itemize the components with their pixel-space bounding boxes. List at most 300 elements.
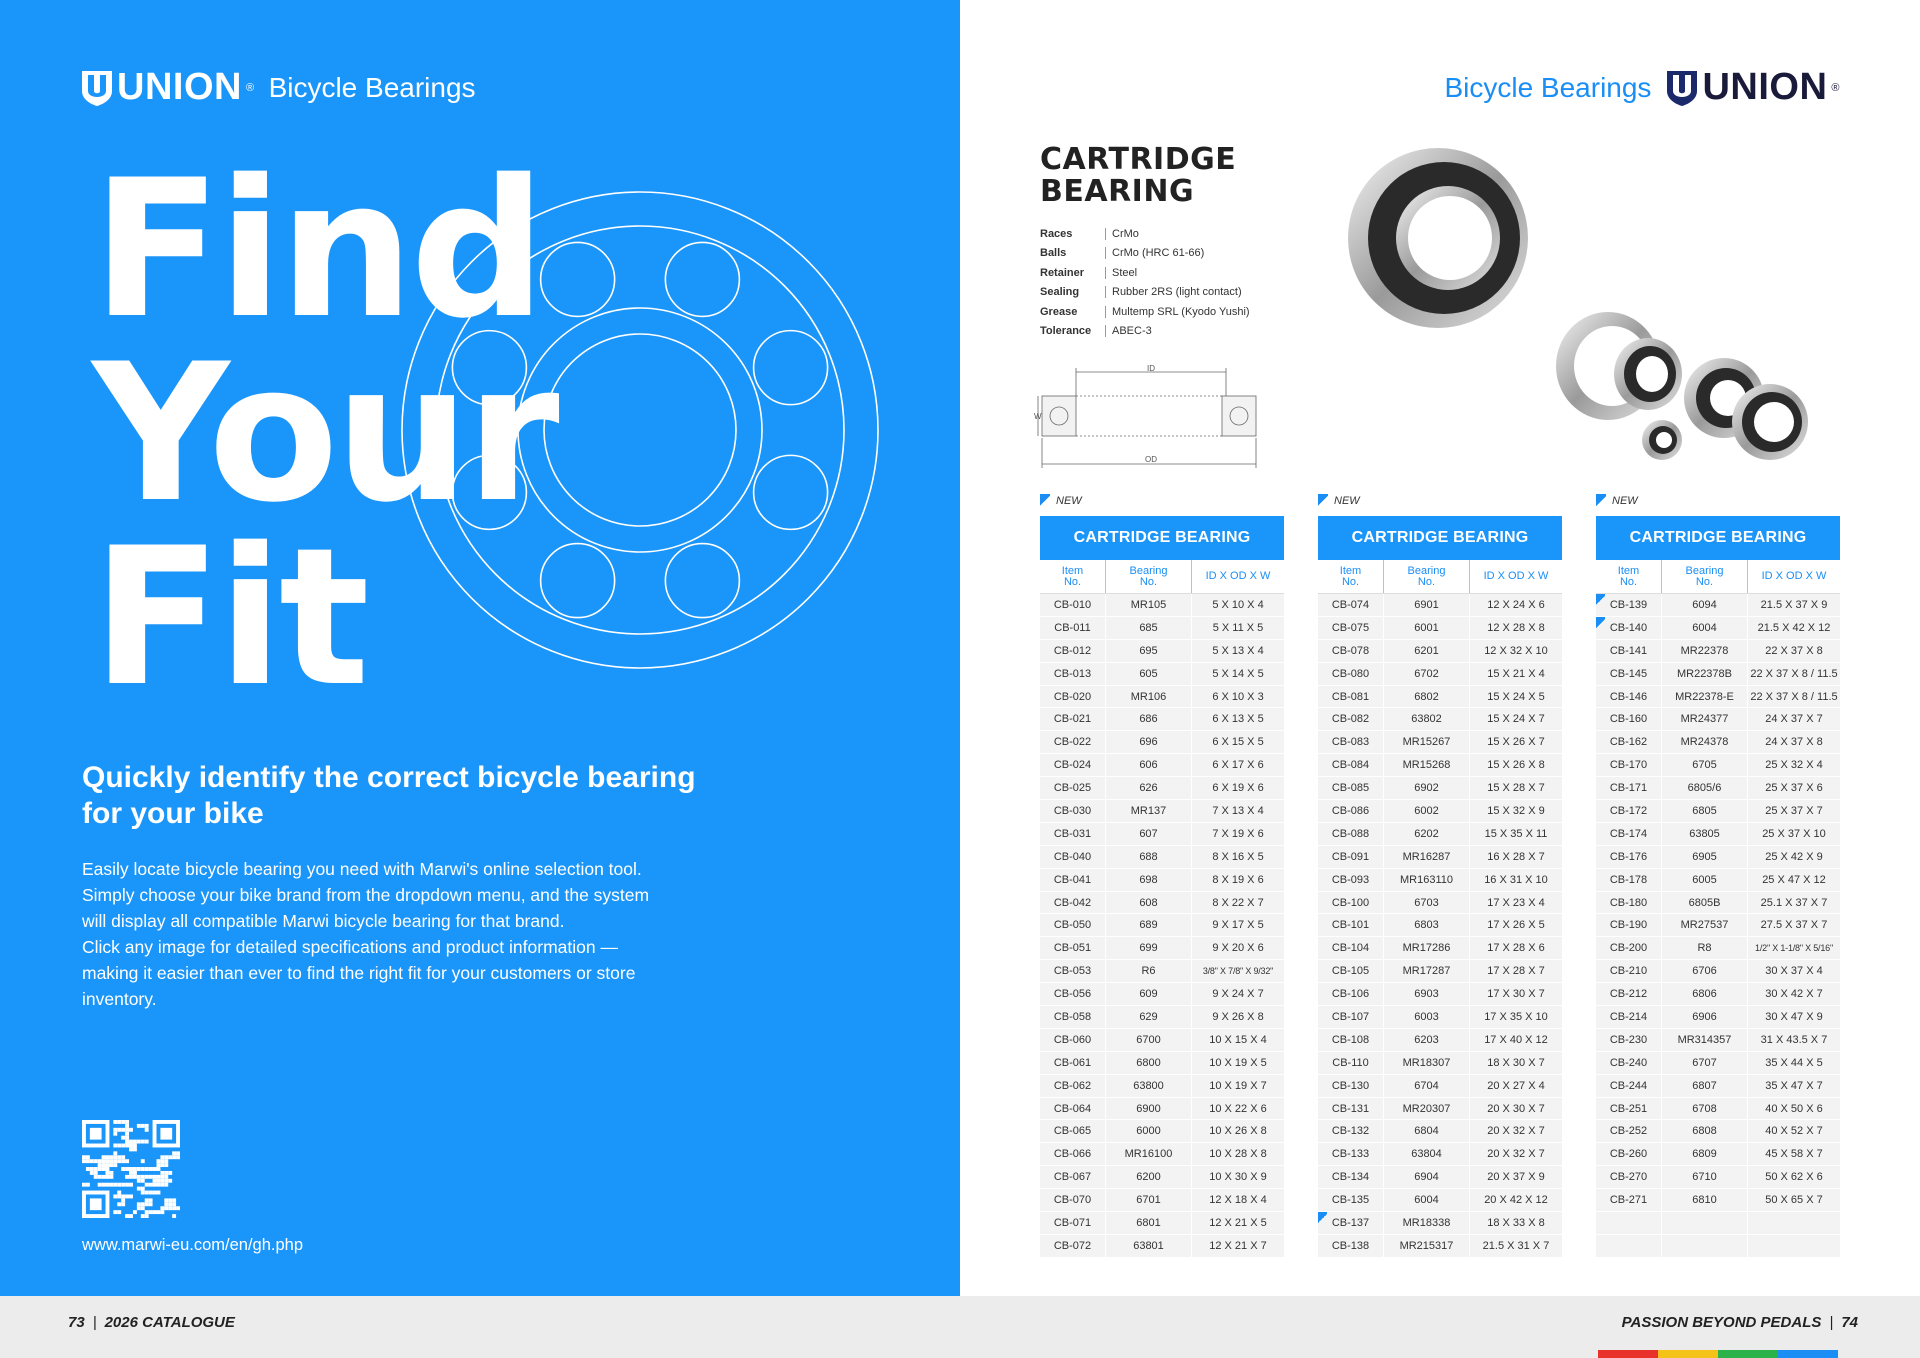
- table-cell: CB-084: [1318, 754, 1384, 776]
- column-header: ID X OD X W: [1761, 570, 1827, 582]
- table-cell: 6904: [1384, 1166, 1470, 1188]
- table-cell: 16 X 28 X 7: [1487, 850, 1545, 863]
- table-cell: 6703: [1384, 892, 1470, 914]
- brand-title: Bicycle Bearings: [1444, 71, 1652, 103]
- table-cell: 9 X 26 X 8: [1212, 1010, 1264, 1023]
- table-cell: 24 X 37 X 8: [1765, 736, 1823, 749]
- table-cell: 12 X 28 X 8: [1487, 621, 1545, 634]
- spec-key: Sealing: [1040, 286, 1106, 298]
- table-cell: 9 X 17 X 5: [1212, 919, 1264, 932]
- table-cell: CB-020: [1040, 686, 1106, 708]
- table-row: [1040, 1212, 1284, 1235]
- table-cell: 24 X 37 X 7: [1765, 713, 1823, 726]
- table-row: [1040, 686, 1284, 709]
- table-cell: 35 X 44 X 5: [1765, 1056, 1823, 1069]
- table-cell: 1/2" X 1-1/8" X 5/16": [1755, 943, 1833, 954]
- table-cell: CB-200: [1596, 937, 1662, 959]
- table-cell: [1662, 1235, 1748, 1257]
- table-cell: CB-011: [1040, 617, 1106, 639]
- table-cell: MR17287: [1384, 960, 1470, 982]
- right-brand-header: [1444, 66, 1840, 109]
- table-cell: 607: [1106, 823, 1192, 845]
- color-segment: [1718, 1350, 1778, 1358]
- table-row: [1318, 777, 1562, 800]
- table-cell: [1662, 1212, 1748, 1234]
- table-row: [1040, 1143, 1284, 1166]
- bearing-ball: [665, 242, 739, 316]
- table-cell: CB-062: [1040, 1075, 1106, 1097]
- spec-key: Races: [1040, 228, 1106, 240]
- table-cell: 6805B: [1662, 892, 1748, 914]
- table-cell: CB-260: [1596, 1143, 1662, 1165]
- table-cell: 698: [1106, 869, 1192, 891]
- table-row: [1040, 754, 1284, 777]
- table-cell: 689: [1106, 914, 1192, 936]
- table-cell: MR16100: [1106, 1143, 1192, 1165]
- table-cell: CB-067: [1040, 1166, 1106, 1188]
- new-flag-icon: [1596, 494, 1606, 508]
- table-cell: CB-083: [1318, 731, 1384, 753]
- subheadline: Quickly identify the correct bicycle bearing for your bike: [82, 761, 696, 830]
- table-cell: 30 X 42 X 7: [1765, 988, 1823, 1001]
- table-cell: CB-132: [1318, 1120, 1384, 1142]
- table-cell: 63805: [1662, 823, 1748, 845]
- table-cell: CB-040: [1040, 846, 1106, 868]
- table-cell: MR18307: [1384, 1052, 1470, 1074]
- table-cell: 6902: [1384, 777, 1470, 799]
- union-logo: UNION ®: [1665, 66, 1840, 109]
- diagram-id-label: ID: [1147, 364, 1155, 373]
- table-row: [1040, 1166, 1284, 1189]
- table-cell: CB-053: [1040, 960, 1106, 982]
- table-cell: 10 X 30 X 9: [1209, 1171, 1267, 1184]
- table-cell: CB-138: [1318, 1235, 1384, 1257]
- table-row: [1318, 754, 1562, 777]
- table-cell: 6094: [1662, 594, 1748, 616]
- table-cell: 6708: [1662, 1098, 1748, 1120]
- table-cell: 6003: [1384, 1006, 1470, 1028]
- table-cell: CB-065: [1040, 1120, 1106, 1142]
- table-row: [1040, 937, 1284, 960]
- table-cell: 608: [1106, 892, 1192, 914]
- table-row: [1040, 960, 1284, 983]
- table-cell: 5 X 14 X 5: [1212, 667, 1264, 680]
- brand-color-bar: [1598, 1350, 1838, 1358]
- table-cell: 17 X 30 X 7: [1487, 988, 1545, 1001]
- table-cell: 17 X 35 X 10: [1484, 1010, 1548, 1023]
- table-cell: 25.1 X 37 X 7: [1760, 896, 1828, 909]
- table-row: [1318, 1120, 1562, 1143]
- table-row: [1318, 1098, 1562, 1121]
- brand-title: Bicycle Bearings: [268, 71, 476, 103]
- table-cell: CB-180: [1596, 892, 1662, 914]
- table-cell: MR24378: [1662, 731, 1748, 753]
- table-cell: 6804: [1384, 1120, 1470, 1142]
- table-cell: MR215317: [1384, 1235, 1470, 1257]
- table-cell: CB-230: [1596, 1029, 1662, 1051]
- table-cell: 25 X 47 X 12: [1762, 873, 1826, 886]
- table-row: [1318, 800, 1562, 823]
- table-row: [1318, 1006, 1562, 1029]
- table-cell: CB-270: [1596, 1166, 1662, 1188]
- spec-row: [1040, 283, 1250, 303]
- spec-row: [1040, 263, 1250, 283]
- table-cell: CB-042: [1040, 892, 1106, 914]
- table-cell: 606: [1106, 754, 1192, 776]
- table-cell: 6806: [1662, 983, 1748, 1005]
- table-cell: 20 X 37 X 9: [1487, 1171, 1545, 1184]
- table-cell: 25 X 37 X 7: [1765, 804, 1823, 817]
- spec-value: CrMo: [1112, 227, 1139, 240]
- table-row: [1596, 869, 1840, 892]
- description: Easily locate bicycle bearing you need with Marwi's online selection tool. Simply choose your bike brand from the dropdown menu, and the system will display all compatible Marwi bicycle bearing for that brand. Click any image for detailed specifications and product information — making it easier than ever to find the right fit for your customers or store inventory.: [82, 859, 650, 1009]
- table-row: [1318, 823, 1562, 846]
- table-row: [1596, 800, 1840, 823]
- column-header: Item No.: [1318, 560, 1384, 593]
- hero-line: Your: [92, 323, 556, 544]
- left-brand-header: [80, 66, 476, 109]
- table-cell: 25 X 32 X 4: [1765, 759, 1823, 772]
- table-cell: 22 X 37 X 8: [1765, 644, 1823, 657]
- table-cell: CB-086: [1318, 800, 1384, 822]
- table-cell: 8 X 22 X 7: [1212, 896, 1264, 909]
- table-cell: 6700: [1106, 1029, 1192, 1051]
- table-cell: 9 X 24 X 7: [1212, 988, 1264, 1001]
- table-cell: [1596, 1235, 1662, 1257]
- table-row: [1596, 1075, 1840, 1098]
- color-segment: [1598, 1350, 1658, 1358]
- table-cell: 20 X 27 X 4: [1487, 1079, 1545, 1092]
- table-cell: 35 X 47 X 7: [1765, 1079, 1823, 1092]
- table-cell: CB-131: [1318, 1098, 1384, 1120]
- table-cell: 18 X 33 X 8: [1487, 1216, 1545, 1229]
- table-cell: MR16287: [1384, 846, 1470, 868]
- table-row: [1596, 617, 1840, 640]
- spec-key: Balls: [1040, 247, 1106, 259]
- color-segment: [1778, 1350, 1838, 1358]
- table-cell: CB-061: [1040, 1052, 1106, 1074]
- table-cell: 6801: [1106, 1212, 1192, 1234]
- table-cell: CB-176: [1596, 846, 1662, 868]
- table-row: [1040, 1235, 1284, 1258]
- table-cell: 5 X 11 X 5: [1212, 621, 1264, 634]
- footer-left: 73 | 2026 CATALOGUE: [68, 1314, 235, 1331]
- qr-code-icon[interactable]: [82, 1120, 180, 1218]
- table-cell: 22 X 37 X 8 / 11.5: [1750, 690, 1838, 703]
- table-cell: 63801: [1106, 1235, 1192, 1257]
- table-cell: CB-070: [1040, 1189, 1106, 1211]
- table-cell: 6810: [1662, 1189, 1748, 1211]
- table-header: [1596, 560, 1840, 594]
- table-cell: CB-140: [1596, 617, 1662, 639]
- table-cell: 5 X 10 X 4: [1212, 598, 1264, 611]
- table-cell: 6803: [1384, 914, 1470, 936]
- table-row: [1318, 1143, 1562, 1166]
- new-tag: NEW: [1318, 494, 1562, 508]
- table-cell: 12 X 21 X 7: [1209, 1239, 1267, 1252]
- table-row: [1596, 937, 1840, 960]
- table-cell: 6903: [1384, 983, 1470, 1005]
- spec-key: Retainer: [1040, 267, 1106, 279]
- new-tag: NEW: [1040, 494, 1284, 508]
- table-cell: 9 X 20 X 6: [1212, 942, 1264, 955]
- logo-text: UNION: [117, 66, 242, 108]
- spec-value: Rubber 2RS (light contact): [1112, 286, 1242, 299]
- table-row: [1040, 1075, 1284, 1098]
- spec-row: [1040, 322, 1250, 342]
- table-cell: 6808: [1662, 1120, 1748, 1142]
- table-cell: CB-050: [1040, 914, 1106, 936]
- slogan: PASSION BEYOND PEDALS: [1621, 1314, 1822, 1331]
- table-cell: 6800: [1106, 1052, 1192, 1074]
- table-cell: 21.5 X 37 X 9: [1760, 598, 1828, 611]
- table-row: [1596, 1189, 1840, 1212]
- table-cell: CB-133: [1318, 1143, 1384, 1165]
- catalogue-label: 2026 CATALOGUE: [104, 1314, 235, 1331]
- table-row: [1040, 869, 1284, 892]
- table-row: [1596, 777, 1840, 800]
- table-cell: 63800: [1106, 1075, 1192, 1097]
- table-cell: CB-078: [1318, 640, 1384, 662]
- bearing-ball: [754, 331, 828, 405]
- table-cell: CB-139: [1596, 594, 1662, 616]
- table-cell: MR20307: [1384, 1098, 1470, 1120]
- new-flag-icon: [1318, 494, 1328, 508]
- table-cell: 12 X 32 X 10: [1484, 644, 1548, 657]
- table-cell: 6805: [1662, 800, 1748, 822]
- logo-text: UNION: [1702, 66, 1828, 108]
- spec-list: [1040, 224, 1250, 341]
- table-cell: 6200: [1106, 1166, 1192, 1188]
- table-cell: 6802: [1384, 686, 1470, 708]
- table-cell: 25 X 42 X 9: [1765, 850, 1823, 863]
- table-cell: MR17286: [1384, 937, 1470, 959]
- table-cell: MR163110: [1384, 869, 1470, 891]
- table-cell: 6702: [1384, 663, 1470, 685]
- table-row: [1318, 1166, 1562, 1189]
- table-cell: 6005: [1662, 869, 1748, 891]
- bearing-cross-section-diagram: [1036, 366, 1266, 476]
- table-row: [1040, 777, 1284, 800]
- table-cell: 6706: [1662, 960, 1748, 982]
- table-cell: 15 X 32 X 9: [1487, 804, 1545, 817]
- table-cell: CB-041: [1040, 869, 1106, 891]
- spec-value: Steel: [1112, 266, 1138, 279]
- table-row: [1318, 983, 1562, 1006]
- table-cell: 10 X 19 X 5: [1209, 1056, 1267, 1069]
- table-cell: 605: [1106, 663, 1192, 685]
- table-cell: 15 X 21 X 4: [1487, 667, 1545, 680]
- table-cell: 20 X 42 X 12: [1484, 1194, 1548, 1207]
- table-cell: CB-022: [1040, 731, 1106, 753]
- table-cell: CB-214: [1596, 1006, 1662, 1028]
- table-header: [1040, 560, 1284, 594]
- table-cell: CB-106: [1318, 983, 1384, 1005]
- table-cell: R8: [1662, 937, 1748, 959]
- table-row: [1596, 1029, 1840, 1052]
- table-cell: MR24377: [1662, 708, 1748, 730]
- table-row: [1596, 1212, 1840, 1235]
- table-cell: 6000: [1106, 1120, 1192, 1142]
- table-row: [1596, 914, 1840, 937]
- column-header: Item No.: [1040, 560, 1106, 593]
- table-cell: 40 X 50 X 6: [1765, 1102, 1823, 1115]
- table-cell: CB-060: [1040, 1029, 1106, 1051]
- table-cell: CB-066: [1040, 1143, 1106, 1165]
- column-header: Bearing No.: [1384, 560, 1470, 593]
- table-row: [1318, 1052, 1562, 1075]
- table-cell: CB-010: [1040, 594, 1106, 616]
- table-cell: 17 X 23 X 4: [1487, 896, 1545, 909]
- table-cell: CB-081: [1318, 686, 1384, 708]
- table-row: [1596, 594, 1840, 617]
- bearing-ball: [754, 455, 828, 529]
- table-row: [1596, 1098, 1840, 1121]
- spec-value: Multemp SRL (Kyodo Yushi): [1112, 305, 1250, 318]
- table-row: [1596, 1166, 1840, 1189]
- spec-row: [1040, 302, 1250, 322]
- table-cell: 695: [1106, 640, 1192, 662]
- table-cell: CB-130: [1318, 1075, 1384, 1097]
- table-cell: CB-085: [1318, 777, 1384, 799]
- table-cell: 10 X 26 X 8: [1209, 1125, 1267, 1138]
- bearing-table-2: [1318, 494, 1562, 1258]
- table-cell: MR314357: [1662, 1029, 1748, 1051]
- table-row: [1596, 1120, 1840, 1143]
- table-cell: 21.5 X 42 X 12: [1757, 621, 1831, 634]
- table-row: [1318, 594, 1562, 617]
- table-cell: 6001: [1384, 617, 1470, 639]
- table-row: [1040, 640, 1284, 663]
- table-row: [1318, 708, 1562, 731]
- hero-line: Fit: [92, 507, 366, 728]
- table-row: [1318, 1075, 1562, 1098]
- table-row: [1596, 708, 1840, 731]
- table-cell: 6710: [1662, 1166, 1748, 1188]
- table-cell: CB-093: [1318, 869, 1384, 891]
- table-cell: CB-100: [1318, 892, 1384, 914]
- table-cell: 685: [1106, 617, 1192, 639]
- table-cell: 6201: [1384, 640, 1470, 662]
- table-cell: 8 X 16 X 5: [1212, 850, 1264, 863]
- table-cell: 22 X 37 X 8 / 11.5: [1750, 667, 1838, 680]
- bearing-table-1: [1040, 494, 1284, 1258]
- table-cell: CB-024: [1040, 754, 1106, 776]
- product-title: CARTRIDGE BEARING: [1040, 142, 1237, 209]
- table-cell: CB-108: [1318, 1029, 1384, 1051]
- table-cell: CB-021: [1040, 708, 1106, 730]
- table-cell: MR137: [1106, 800, 1192, 822]
- left-page: [0, 0, 960, 1296]
- selection-tool-link[interactable]: www.marwi-eu.com/en/gh.php: [82, 1236, 304, 1254]
- column-header: Bearing No.: [1662, 560, 1748, 593]
- table-cell: 25 X 37 X 6: [1765, 782, 1823, 795]
- table-row: [1318, 869, 1562, 892]
- column-header: Item No.: [1596, 560, 1662, 593]
- table-cell: 6807: [1662, 1075, 1748, 1097]
- table-cell: 63804: [1384, 1143, 1470, 1165]
- table-cell: 30 X 37 X 4: [1765, 965, 1823, 978]
- diagram-od-label: OD: [1145, 455, 1157, 464]
- table-cell: CB-141: [1596, 640, 1662, 662]
- table-cell: 15 X 26 X 7: [1487, 736, 1545, 749]
- table-cell: [1748, 1212, 1840, 1234]
- table-row: [1596, 823, 1840, 846]
- table-cell: 12 X 24 X 6: [1487, 598, 1545, 611]
- table-cell: MR22378-E: [1662, 686, 1748, 708]
- table-row: [1040, 1098, 1284, 1121]
- table-cell: 629: [1106, 1006, 1192, 1028]
- table-cell: CB-160: [1596, 708, 1662, 730]
- table-cell: CB-252: [1596, 1120, 1662, 1142]
- table-row: [1596, 640, 1840, 663]
- table-row: [1318, 846, 1562, 869]
- table-row: [1318, 1029, 1562, 1052]
- table-cell: 15 X 24 X 7: [1487, 713, 1545, 726]
- table-cell: 15 X 28 X 7: [1487, 782, 1545, 795]
- table-row: [1596, 754, 1840, 777]
- table-cell: CB-025: [1040, 777, 1106, 799]
- table-cell: CB-178: [1596, 869, 1662, 891]
- table-cell: 6805/6: [1662, 777, 1748, 799]
- bearing-table-3: [1596, 494, 1840, 1258]
- table-row: [1318, 1212, 1562, 1235]
- table-cell: CB-030: [1040, 800, 1106, 822]
- new-flag-icon: [1040, 494, 1050, 508]
- table-cell: CB-146: [1596, 686, 1662, 708]
- table-row: [1318, 1235, 1562, 1258]
- table-row: [1040, 1006, 1284, 1029]
- table-row: [1040, 914, 1284, 937]
- table-cell: 45 X 58 X 7: [1765, 1148, 1823, 1161]
- table-row: [1040, 1052, 1284, 1075]
- table-cell: 6 X 17 X 6: [1212, 759, 1264, 772]
- table-cell: [1748, 1235, 1840, 1257]
- table-cell: CB-135: [1318, 1189, 1384, 1211]
- table-cell: CB-212: [1596, 983, 1662, 1005]
- table-cell: 15 X 35 X 11: [1484, 827, 1548, 840]
- table-cell: 63802: [1384, 708, 1470, 730]
- table-cell: 20 X 30 X 7: [1487, 1102, 1545, 1115]
- table-cell: 10 X 28 X 8: [1209, 1148, 1267, 1161]
- table-cell: CB-145: [1596, 663, 1662, 685]
- table-cell: CB-240: [1596, 1052, 1662, 1074]
- table-cell: R6: [1106, 960, 1192, 982]
- bearing-ball: [665, 544, 739, 618]
- table-cell: [1596, 1212, 1662, 1234]
- table-cell: CB-072: [1040, 1235, 1106, 1257]
- table-cell: CB-080: [1318, 663, 1384, 685]
- table-cell: CB-190: [1596, 914, 1662, 936]
- table-cell: 699: [1106, 937, 1192, 959]
- table-row: [1596, 846, 1840, 869]
- table-row: [1040, 731, 1284, 754]
- table-cell: CB-251: [1596, 1098, 1662, 1120]
- hero-line: Find: [92, 139, 543, 360]
- table-cell: 6704: [1384, 1075, 1470, 1097]
- page-number-right: 74: [1841, 1314, 1858, 1331]
- table-row: [1318, 937, 1562, 960]
- table-cell: CB-071: [1040, 1212, 1106, 1234]
- bearing-product-photo[interactable]: [1318, 146, 1838, 476]
- table-row: [1596, 892, 1840, 915]
- spec-value: CrMo (HRC 61-66): [1112, 247, 1205, 260]
- spec-row: [1040, 224, 1250, 244]
- table-cell: 3/8" X 7/8" X 9/32": [1202, 966, 1274, 977]
- table-row: [1318, 686, 1562, 709]
- table-cell: 6 X 15 X 5: [1212, 736, 1264, 749]
- hero-headline: [92, 139, 556, 728]
